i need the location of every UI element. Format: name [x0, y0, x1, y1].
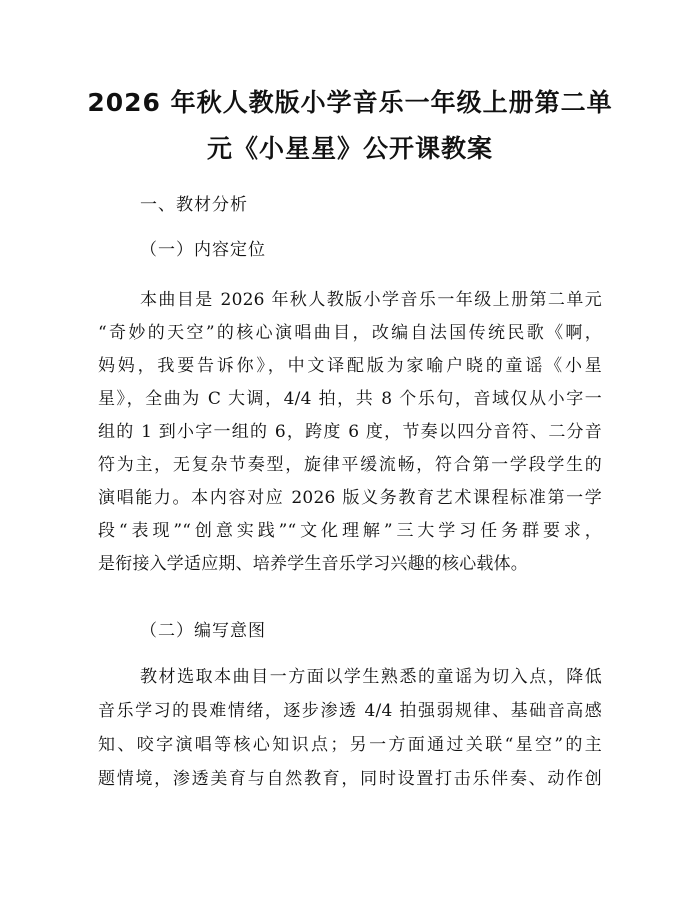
paragraph-1-line: 演唱能力。本内容对应 2026 版义务教育艺术课程标准第一学: [98, 488, 602, 508]
paragraph-2-line: 音乐学习的畏难情绪，逐步渗透 4/4 拍强弱规律、基础音高感: [98, 701, 602, 721]
paragraph-1-line: “奇妙的天空”的核心演唱曲目，改编自法国传统民歌《啊，: [98, 323, 602, 343]
paragraph-2-line: 题情境，渗透美育与自然教育，同时设置打击乐伴奏、动作创: [98, 769, 602, 789]
paragraph-1-line: 妈妈，我要告诉你》，中文译配版为家喻户晓的童谣《小星: [98, 356, 602, 376]
subsection-heading-writing-intent: （二）编写意图: [140, 621, 266, 641]
subsection-heading-content-positioning: （一）内容定位: [140, 240, 266, 260]
document-title-line-2: 元《小星星》公开课教案: [206, 134, 493, 163]
document-title-line-1: 2026 年秋人教版小学音乐一年级上册第二单: [87, 88, 613, 117]
section-heading-materials-analysis: 一、教材分析: [140, 195, 248, 215]
paragraph-2-line: 知、咬字演唱等核心知识点；另一方面通过关联“星空”的主: [98, 735, 602, 755]
paragraph-1-line: 段“表现”“创意实践”“文化理解”三大学习任务群要求，: [98, 521, 602, 541]
paragraph-1-line: 星》，全曲为 C 大调，4/4 拍，共 8 个乐句，音域仅从小字一: [98, 389, 602, 409]
paragraph-1-line: 符为主，无复杂节奏型，旋律平缓流畅，符合第一学段学生的: [98, 455, 602, 475]
paragraph-1-line: 组的 1 到小字一组的 6，跨度 6 度，节奏以四分音符、二分音: [98, 422, 602, 442]
paragraph-2-line: 教材选取本曲目一方面以学生熟悉的童谣为切入点，降低: [140, 667, 602, 687]
paragraph-1-line: 是衔接入学适应期、培养学生音乐学习兴趣的核心载体。: [98, 554, 528, 574]
paragraph-1-line: 本曲目是 2026 年秋人教版小学音乐一年级上册第二单元: [140, 290, 602, 310]
